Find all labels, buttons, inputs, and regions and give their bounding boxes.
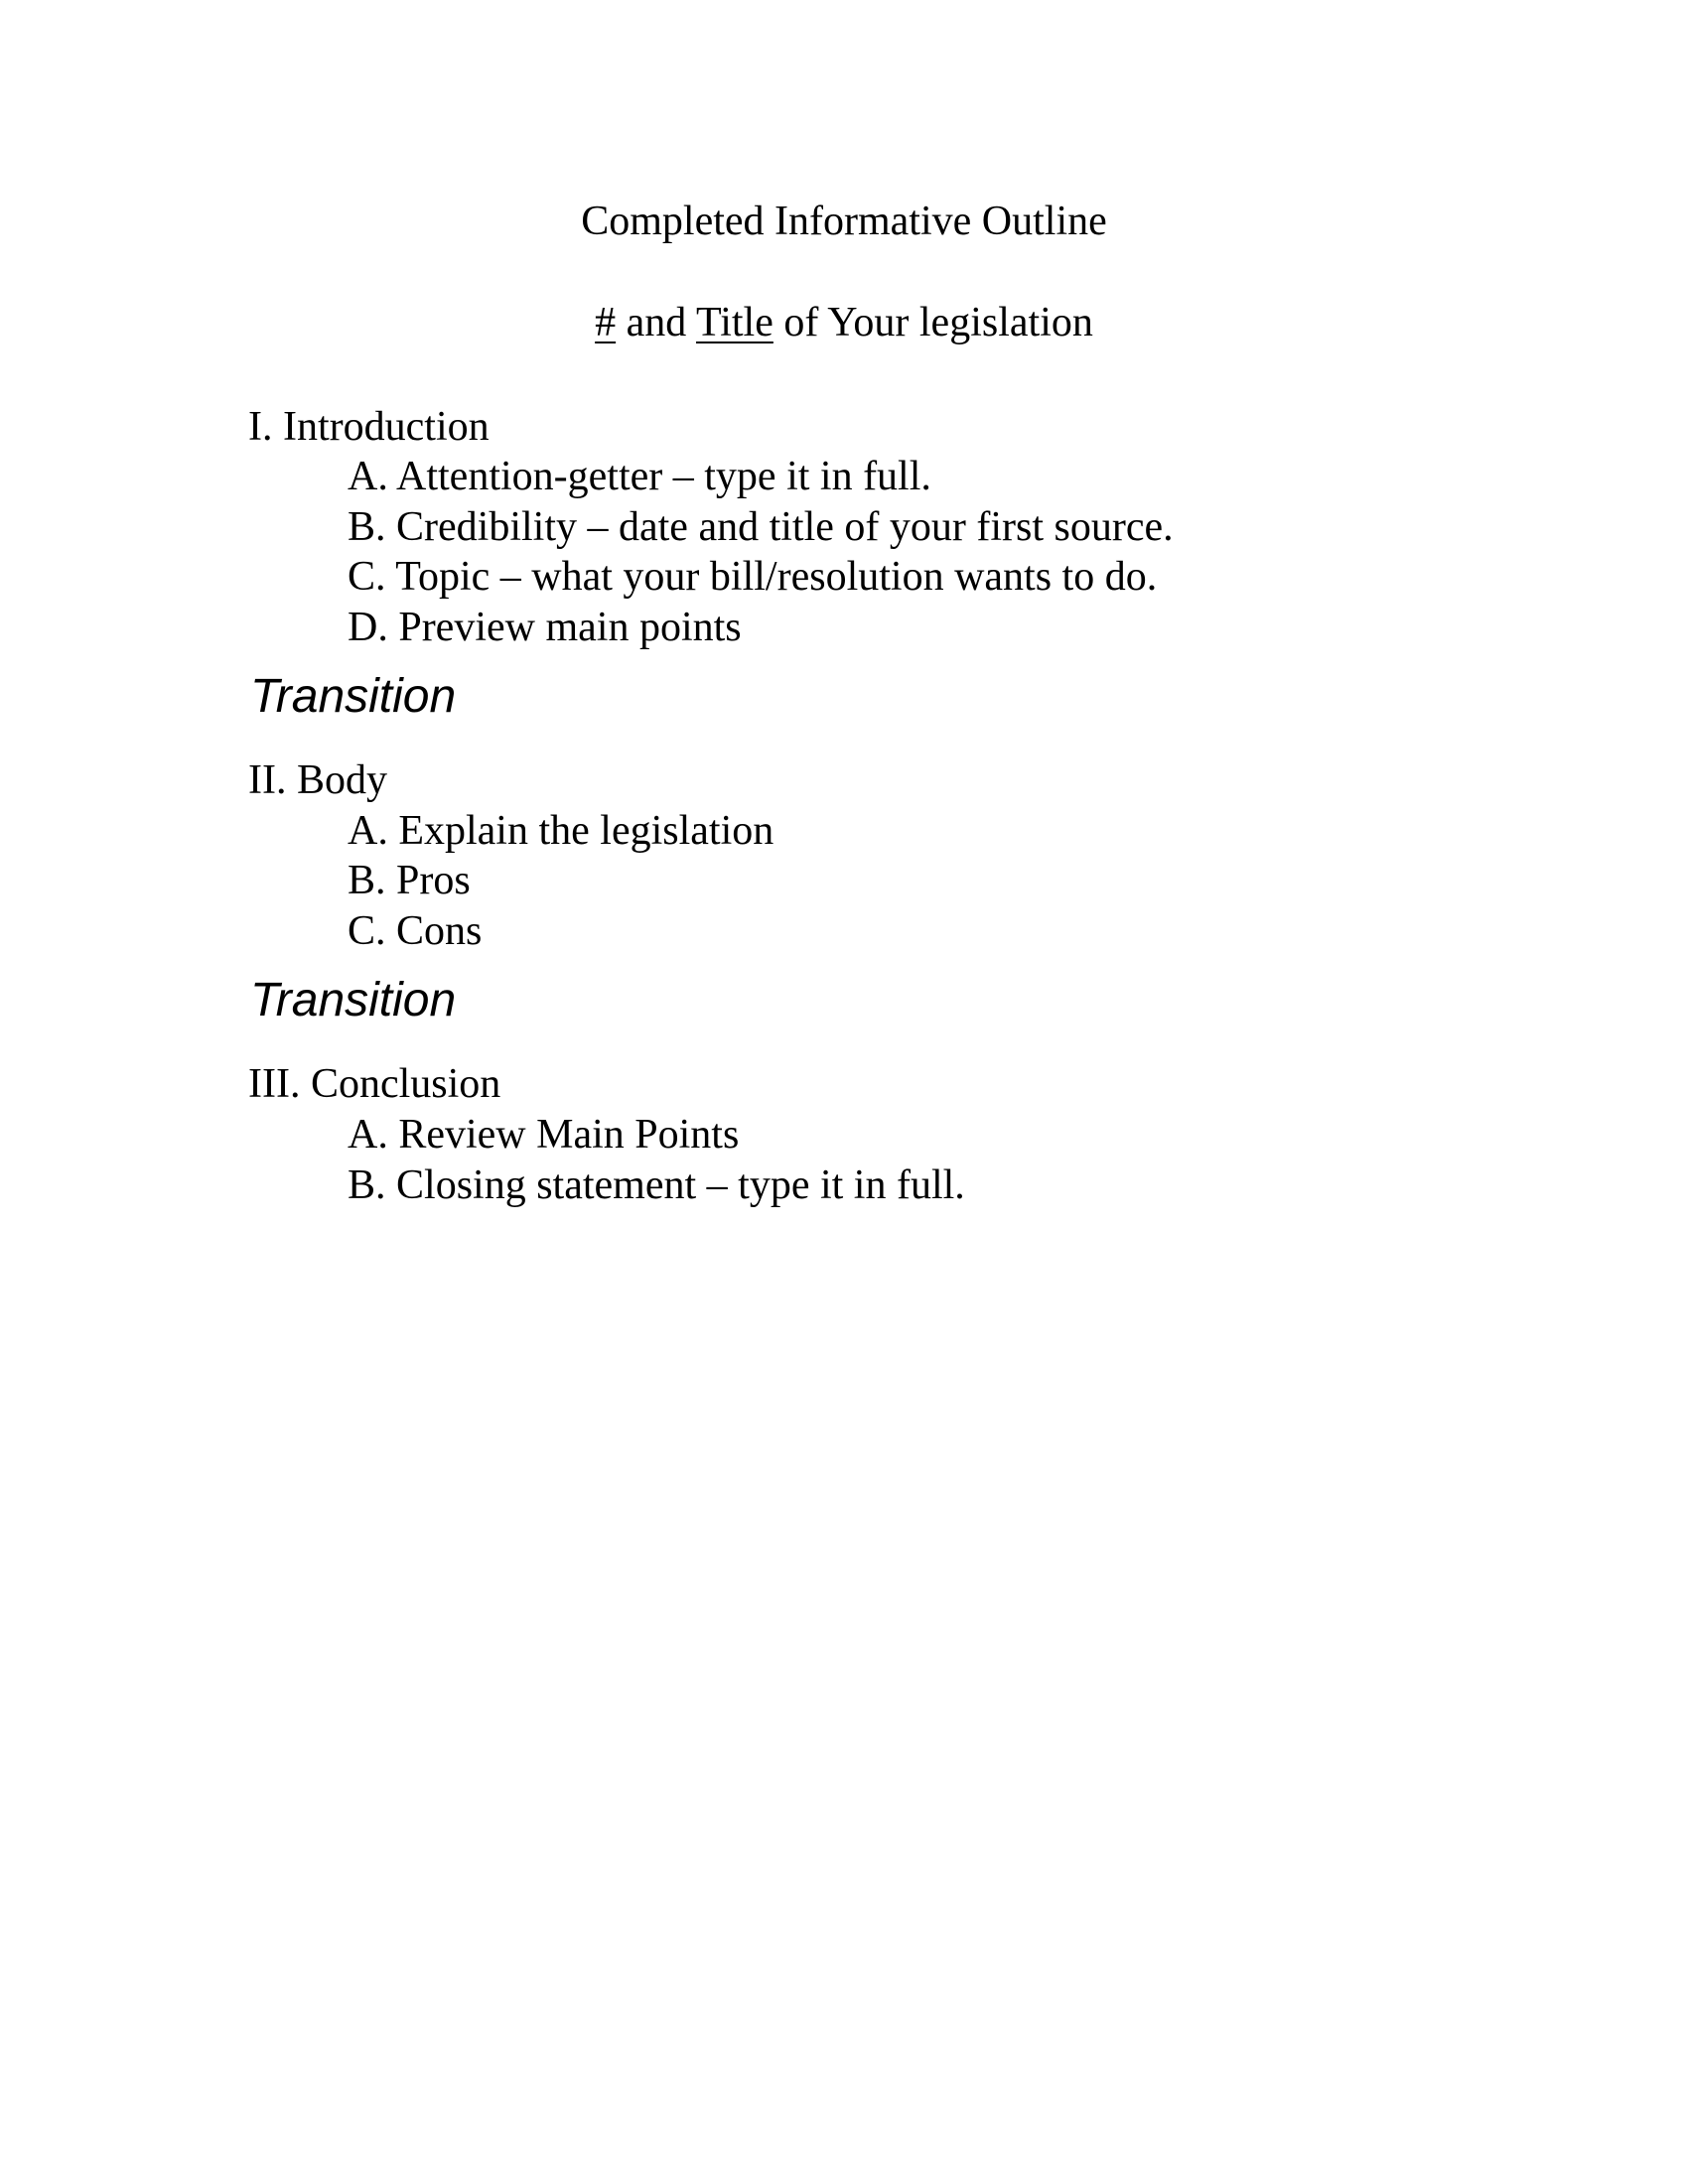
outline-item: C. Cons bbox=[348, 908, 483, 954]
section-heading-body: II. Body bbox=[248, 757, 387, 803]
outline-item: B. Pros bbox=[348, 858, 471, 903]
document-title: Completed Informative Outline bbox=[581, 199, 1107, 244]
outline-item: A. Explain the legislation bbox=[348, 808, 774, 854]
subtitle-rest: of Your legislation bbox=[773, 300, 1093, 345]
section-heading-introduction: I. Introduction bbox=[248, 404, 490, 450]
outline-item: B. Credibility – date and title of your first source. bbox=[348, 504, 1174, 550]
subtitle-title-placeholder: Title bbox=[696, 300, 774, 345]
outline-item: D. Preview main points bbox=[348, 605, 742, 650]
subtitle-and: and bbox=[616, 300, 697, 345]
outline-item: A. Review Main Points bbox=[348, 1112, 740, 1158]
transition-label: Transition bbox=[250, 670, 457, 723]
subtitle-number-placeholder: # bbox=[595, 300, 617, 345]
outline-item: A. Attention-getter – type it in full. bbox=[348, 454, 931, 499]
outline-item: B. Closing statement – type it in full. bbox=[348, 1162, 965, 1208]
outline-item: C. Topic – what your bill/resolution wants to do. bbox=[348, 554, 1158, 600]
document-subtitle bbox=[0, 298, 1688, 347]
section-heading-conclusion: III. Conclusion bbox=[248, 1061, 501, 1107]
transition-label: Transition bbox=[250, 974, 457, 1026]
